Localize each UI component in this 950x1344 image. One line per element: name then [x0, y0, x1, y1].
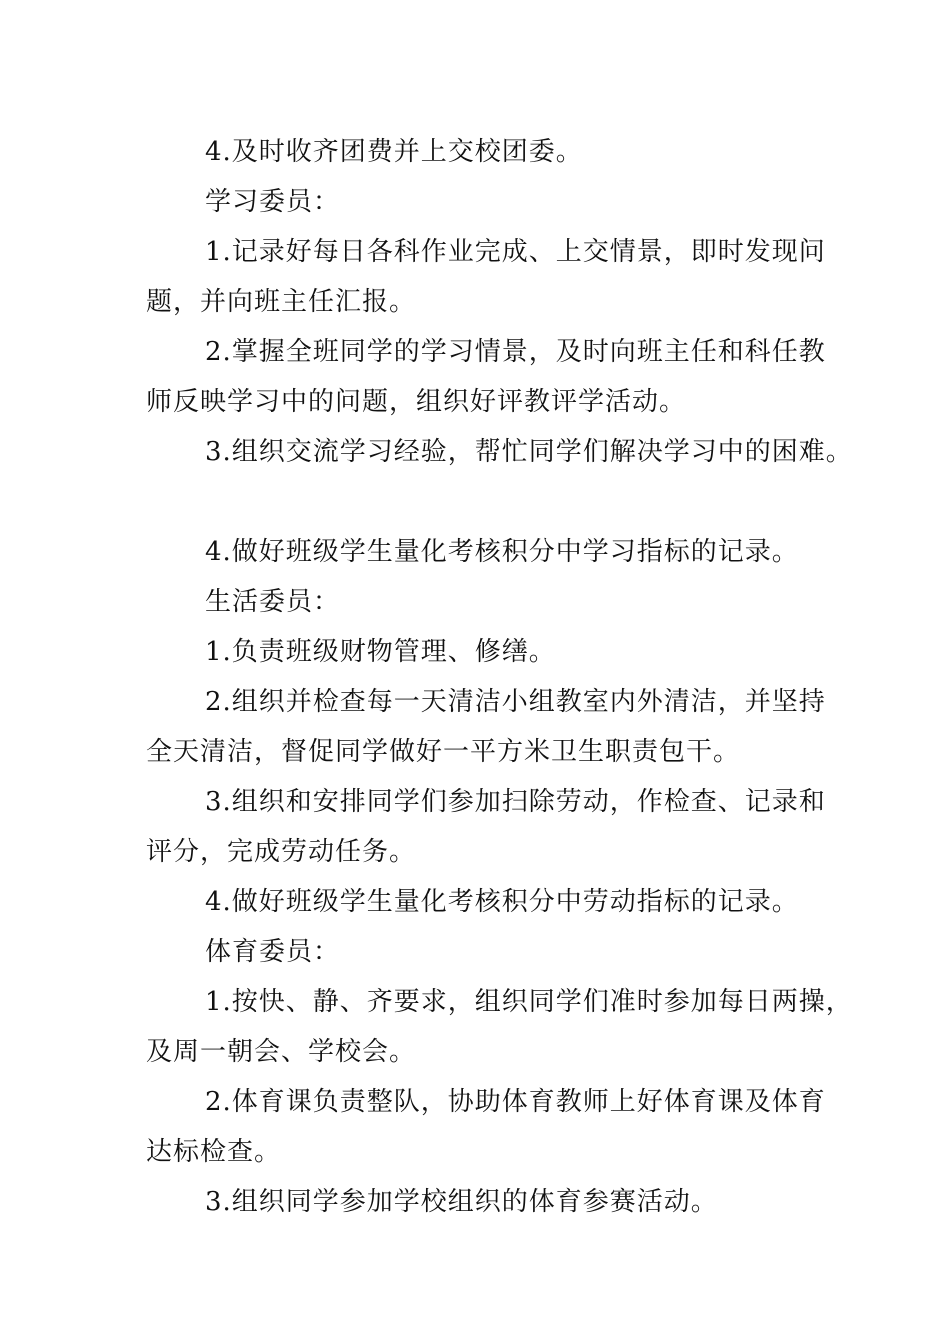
paragraph-line: 3.组织交流学习经验，帮忙同学们解决学习中的困难。: [205, 437, 853, 467]
paragraph-line: 及周一朝会、学校会。: [146, 1037, 417, 1067]
paragraph-line: 题，并向班主任汇报。: [146, 287, 417, 317]
paragraph-line: 1.按快、静、齐要求，组织同学们准时参加每日两操，: [205, 987, 853, 1017]
paragraph-line: 全天清洁，督促同学做好一平方米卫生职责包干。: [146, 737, 741, 767]
section-heading: 学习委员：: [205, 187, 341, 217]
paragraph-line: 2.体育课负责整队，协助体育教师上好体育课及体育: [205, 1087, 826, 1117]
section-heading: 生活委员：: [205, 587, 341, 617]
paragraph-line: 1.记录好每日各科作业完成、上交情景，即时发现问: [205, 237, 826, 267]
paragraph-line: 3.组织同学参加学校组织的体育参赛活动。: [205, 1187, 718, 1217]
paragraph-line: 达标检查。: [146, 1137, 282, 1167]
section-heading: 体育委员：: [205, 937, 341, 967]
paragraph-line: 4.做好班级学生量化考核积分中劳动指标的记录。: [205, 887, 799, 917]
paragraph-line: 2.掌握全班同学的学习情景，及时向班主任和科任教: [205, 337, 826, 367]
paragraph-line: 4.及时收齐团费并上交校团委。: [205, 137, 583, 167]
paragraph-line: 1.负责班级财物管理、修缮。: [205, 637, 556, 667]
paragraph-line: 4.做好班级学生量化考核积分中学习指标的记录。: [205, 537, 799, 567]
paragraph-line: 评分，完成劳动任务。: [146, 837, 417, 867]
paragraph-line: 师反映学习中的问题，组织好评教评学活动。: [146, 387, 687, 417]
paragraph-line: 2.组织并检查每一天清洁小组教室内外清洁，并坚持: [205, 687, 826, 717]
paragraph-line: 3.组织和安排同学们参加扫除劳动，作检查、记录和: [205, 787, 826, 817]
